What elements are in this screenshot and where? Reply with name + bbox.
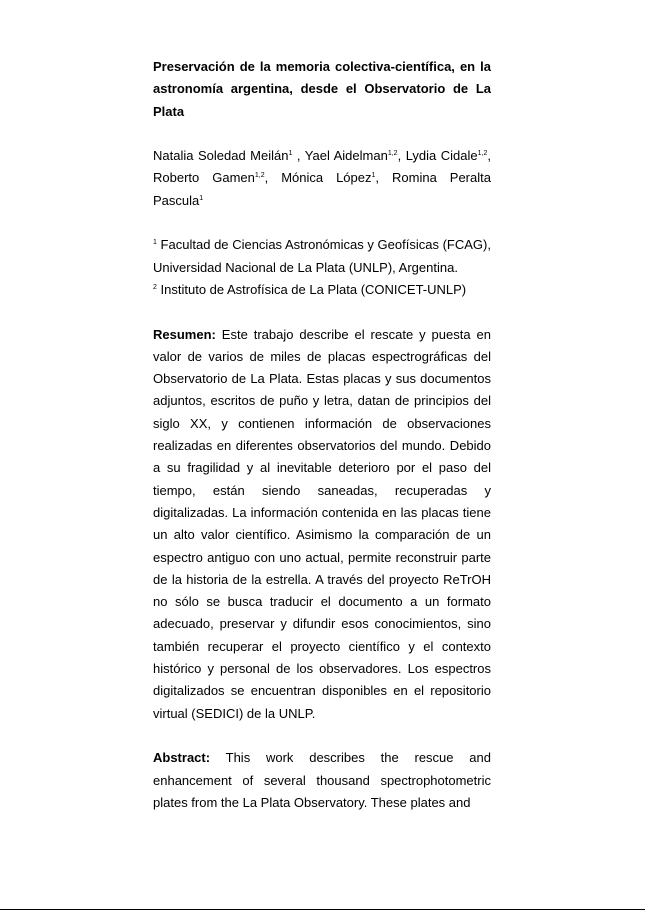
- resumen-text: Este trabajo describe el rescate y puesta en valor de varios de miles de placas espectrográficas del Observatorio de La Plata. Estas placas y sus documentos adjuntos, escritos de puño y letra, datan de principios del siglo XX, y contienen información de observaciones realizadas en diferentes observatorios del mundo. Debido a su fragilidad y al inevitable deterioro por el paso del tiempo, están siendo saneadas, recuperadas y digitalizadas. La información contenida en las placas tiene un alto valor científico. Asimismo la comparación de un espectro antiguo con uno actual, permite reconstruir parte de la historia de la estrella. A través del proyecto ReTrOH no sólo se busca traducir el documento a un formato adecuado, preservar y difundir esos conocimientos, sino también recuperar el proyecto científico y el contexto histórico y personal de los observadores. Los espectros digitalizados se encuentran disponibles en el repositorio virtual (SEDICI) de la UNLP.: [153, 326, 491, 721]
- author-affiliation-mark: 1,2: [477, 150, 488, 158]
- paper-page: [153, 56, 491, 814]
- affiliation-mark: 1: [153, 239, 157, 247]
- author-separator: ,: [375, 170, 392, 186]
- author-separator: ,: [397, 148, 406, 164]
- resumen-paragraph: [153, 324, 491, 725]
- spacer: [153, 123, 491, 145]
- author-name: Yael Aidelman: [304, 148, 388, 164]
- abstract-label: Abstract:: [153, 750, 211, 766]
- author-name: Mónica López: [281, 170, 372, 186]
- affiliation-text: Instituto de Astrofísica de La Plata (CONICET-UNLP): [156, 281, 467, 297]
- author-separator: ,: [487, 148, 491, 164]
- author-list: [153, 145, 491, 212]
- spacer: [153, 212, 491, 234]
- author-separator: ,: [264, 170, 282, 186]
- affiliation-2: [153, 279, 491, 301]
- author-affiliation-mark: 1: [288, 150, 293, 158]
- abstract-paragraph: [153, 747, 491, 814]
- affiliation-text: Facultad de Ciencias Astronómicas y Geofísicas (FCAG), Universidad Nacional de La Plata (UNLP), Argentina.: [153, 237, 491, 275]
- page-bottom-border: [0, 909, 645, 910]
- author-name: Roberto Gamen: [153, 170, 255, 186]
- author-affiliation-mark: 1,2: [254, 172, 265, 180]
- author-name: Lydia Cidale: [405, 148, 478, 164]
- author-affiliation-mark: 1,2: [387, 150, 398, 158]
- spacer: [153, 725, 491, 747]
- author-name: Romina Peralta Pascula: [153, 170, 491, 208]
- abstract-text: This work describes the rescue and enhancement of several thousand spectrophotometric plates from the La Plata Observatory. These plates and: [153, 750, 491, 810]
- author-name: Natalia Soledad Meilán: [153, 148, 289, 164]
- author-affiliation-mark: 1: [371, 172, 376, 180]
- paper-title: Preservación de la memoria colectiva-científica, en la astronomía argentina, desde el Observatorio de La Plata: [153, 59, 491, 119]
- author-separator: ,: [292, 148, 305, 164]
- author-affiliation-mark: 1: [199, 194, 204, 202]
- affiliation-1: [153, 234, 491, 279]
- spacer: [153, 301, 491, 323]
- resumen-label: Resumen:: [153, 326, 216, 342]
- affiliation-mark: 2: [153, 283, 157, 291]
